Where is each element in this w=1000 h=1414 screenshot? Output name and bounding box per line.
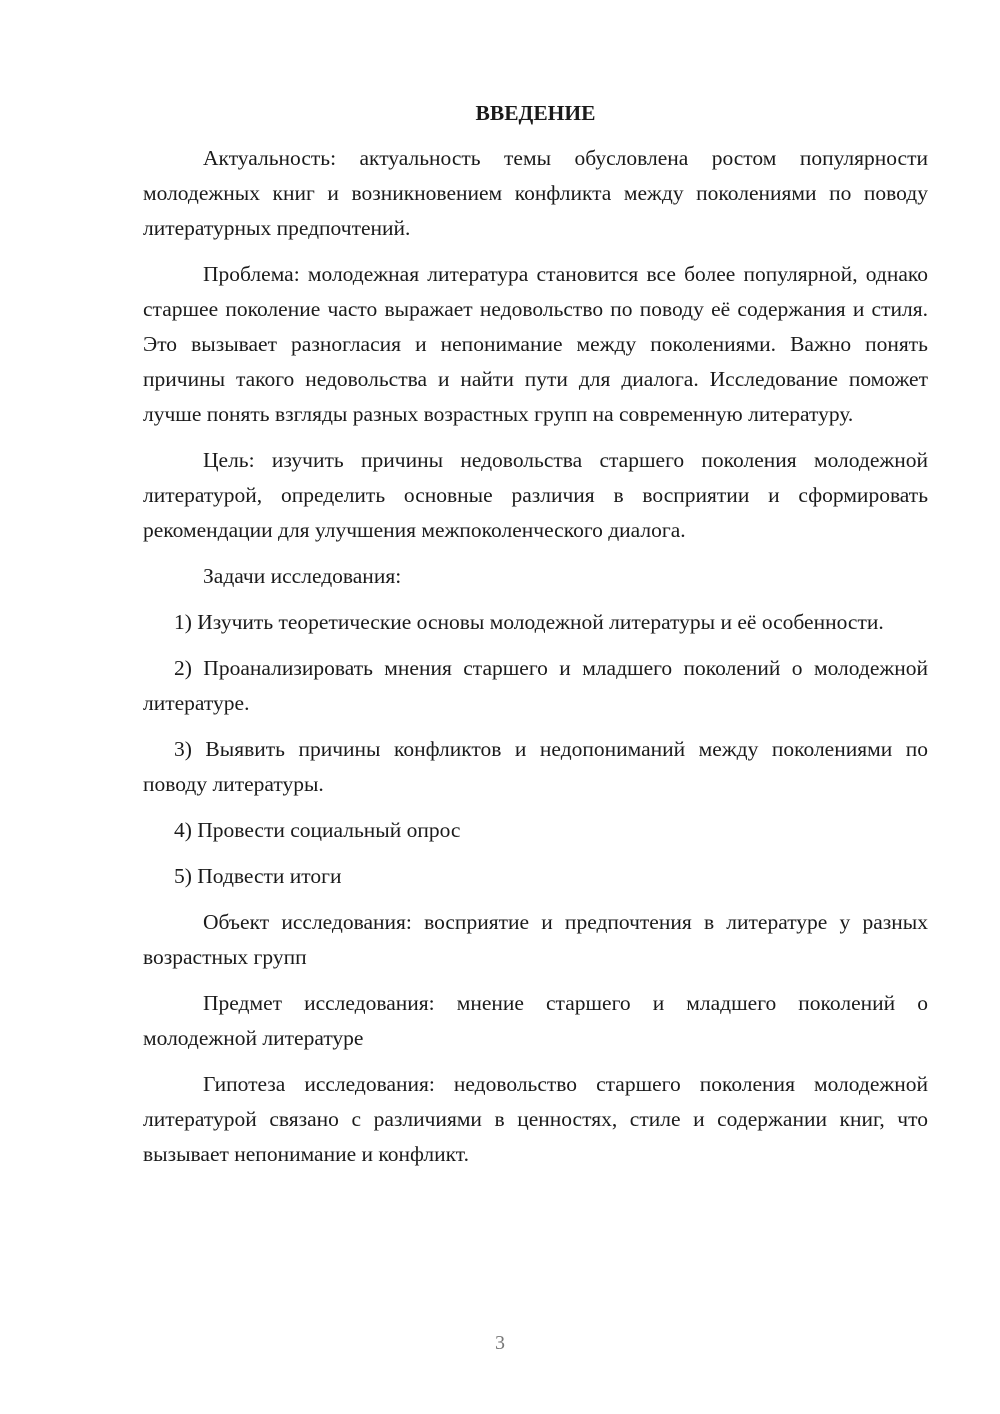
- task-item-3: 3) Выявить причины конфликтов и недопониманий между поколениями по поводу литературы.: [143, 737, 928, 796]
- tasks-heading: Задачи исследования:: [203, 564, 402, 588]
- section-title: ВВЕДЕНИЕ: [475, 101, 596, 125]
- paragraph-goal: Цель: изучить причины недовольства старшего поколения молодежной литературой, определить основные различия в восприятии и сформировать рекомендации для улучшения межпоколенческого диалога.: [143, 448, 928, 542]
- paragraph-object: Объект исследования: восприятие и предпочтения в литературе у разных возрастных групп: [143, 910, 928, 969]
- paragraph-problem: Проблема: молодежная литература становится все более популярной, однако старшее поколение часто выражает недовольство по поводу её содержания и стиля. Это вызывает разногласия и непонимание между поколениями. Важно понять причины такого недовольства и найти пути для диалога. Исследование поможет лучше понять взгляды разных возрастных групп на современную литературу.: [143, 262, 928, 426]
- task-item-1: 1) Изучить теоретические основы молодежной литературы и её особенности.: [174, 610, 884, 634]
- task-item-4: 4) Провести социальный опрос: [174, 818, 461, 842]
- page-content: [143, 96, 928, 1183]
- paragraph-relevance: Актуальность: актуальность темы обусловлена ростом популярности молодежных книг и возникновением конфликта между поколениями по поводу литературных предпочтений.: [143, 146, 928, 240]
- paragraph-hypothesis: Гипотеза исследования: недовольство старшего поколения молодежной литературой связано с различиями в ценностях, стиле и содержании книг, что вызывает непонимание и конфликт.: [143, 1072, 928, 1166]
- page-number: 3: [495, 1332, 505, 1354]
- task-item-5: 5) Подвести итоги: [174, 864, 342, 888]
- task-item-2: 2) Проанализировать мнения старшего и младшего поколений о молодежной литературе.: [143, 656, 928, 715]
- paragraph-subject: Предмет исследования: мнение старшего и младшего поколений о молодежной литературе: [143, 991, 928, 1050]
